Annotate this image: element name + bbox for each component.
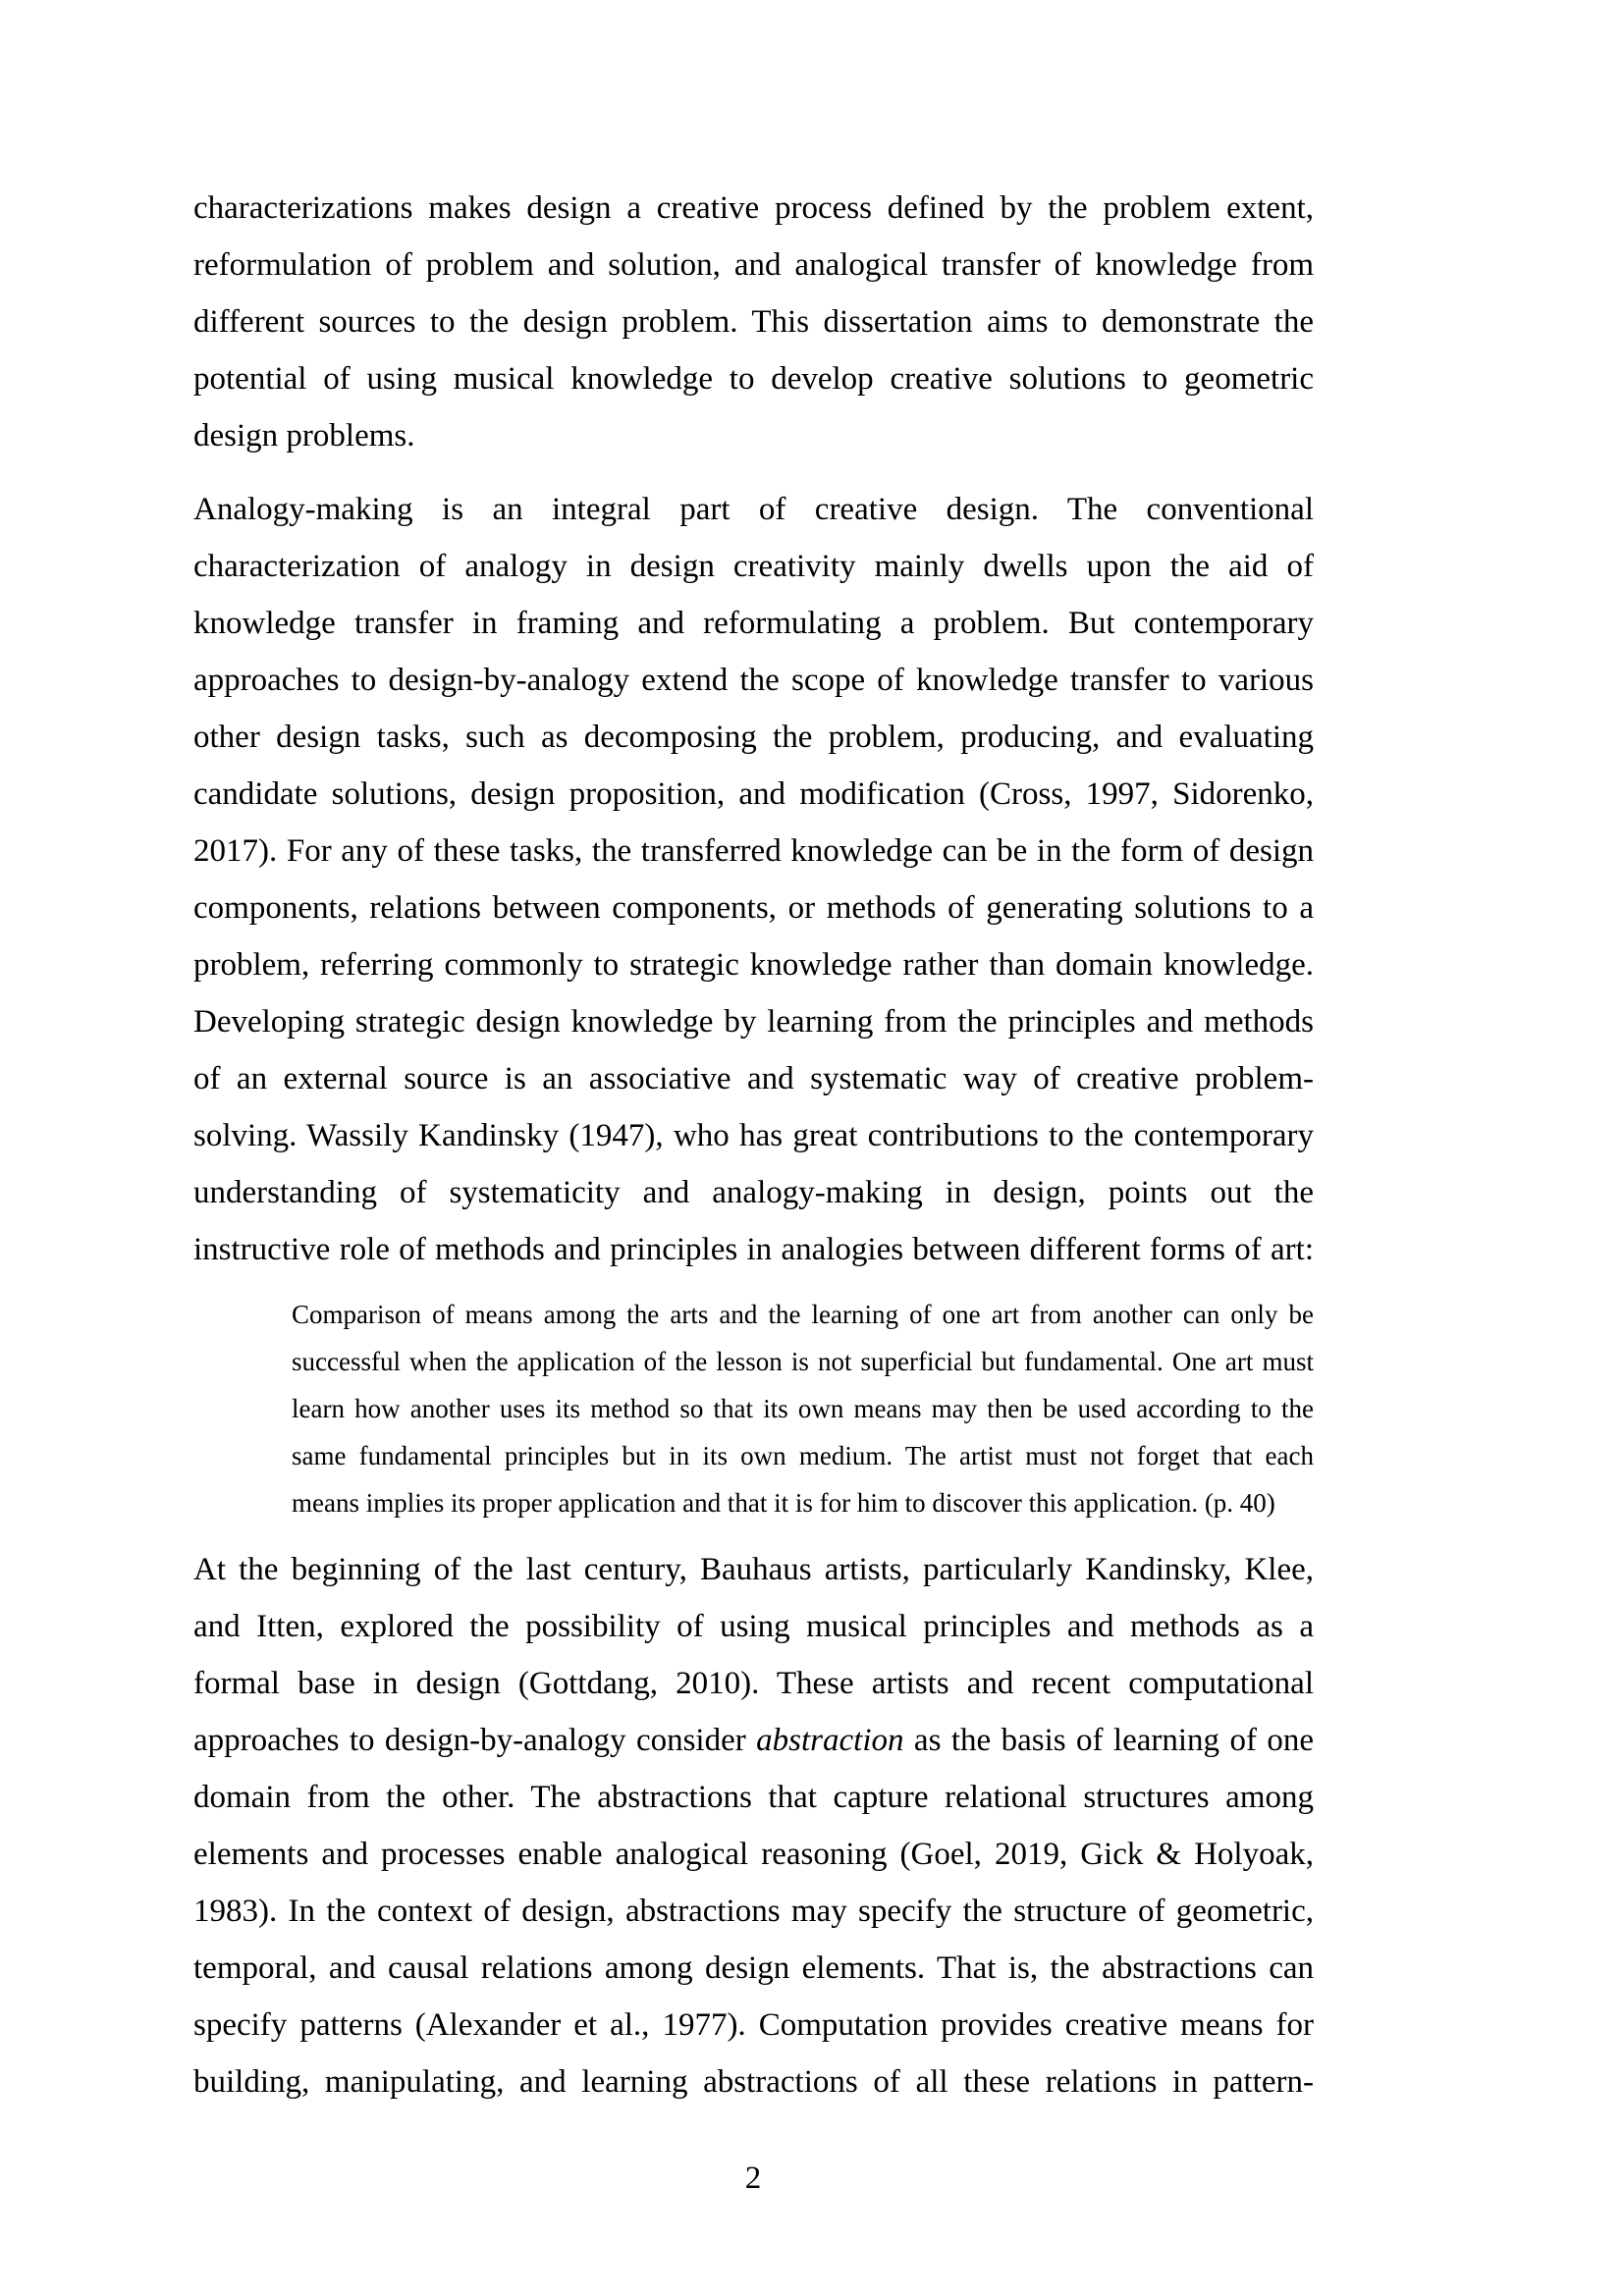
text-segment: approaches to design-by-analogy consider <box>193 1723 757 1758</box>
text-line: knowledge transfer in framing and reformulating a problem. But contemporary <box>193 606 1314 641</box>
text-line: components, relations between components, or methods of generating solutions to a <box>193 890 1314 926</box>
text-line: approaches to design-by-analogy extend the scope of knowledge transfer to various <box>193 663 1314 698</box>
text-line: building, manipulating, and learning abstractions of all these relations in pattern- <box>193 2064 1314 2100</box>
text-line: candidate solutions, design proposition, and modification (Cross, 1997, Sidorenko, <box>193 776 1314 812</box>
text-line: Developing strategic design knowledge by learning from the principles and methods <box>193 1004 1314 1040</box>
text-line: instructive role of methods and principles in analogies between different forms of art: <box>193 1232 1314 1267</box>
text-line: potential of using musical knowledge to develop creative solutions to geometric <box>193 361 1314 397</box>
text-line: of an external source is an associative and systematic way of creative problem- <box>193 1061 1314 1096</box>
quote-line: same fundamental principles but in its own medium. The artist must not forget that each <box>292 1441 1314 1470</box>
text-line: Analogy-making is an integral part of creative design. The conventional <box>193 492 1314 527</box>
text-line: design problems. <box>193 418 415 454</box>
italic-term: abstraction <box>756 1723 904 1758</box>
text-line: 1983). In the context of design, abstractions may specify the structure of geometric, <box>193 1894 1314 1929</box>
text-line: 2017). For any of these tasks, the transferred knowledge can be in the form of design <box>193 833 1314 869</box>
text-line: other design tasks, such as decomposing the problem, producing, and evaluating <box>193 720 1314 755</box>
quote-line: Comparison of means among the arts and the learning of one art from another can only be <box>292 1300 1314 1329</box>
page-number: 2 <box>744 2161 762 2196</box>
text-line: understanding of systematicity and analogy-making in design, points out the <box>193 1175 1314 1210</box>
text-line: characterizations makes design a creative process defined by the problem extent, <box>193 190 1314 226</box>
text-line: domain from the other. The abstractions that capture relational structures among <box>193 1780 1314 1815</box>
text-line: temporal, and causal relations among design elements. That is, the abstractions can <box>193 1950 1314 1986</box>
text-line <box>193 1723 1314 1759</box>
text-line: characterization of analogy in design creativity mainly dwells upon the aid of <box>193 549 1314 584</box>
text-line: and Itten, explored the possibility of using musical principles and methods as a <box>193 1609 1314 1644</box>
text-line: different sources to the design problem. This dissertation aims to demonstrate the <box>193 304 1314 340</box>
text-line: elements and processes enable analogical reasoning (Goel, 2019, Gick & Holyoak, <box>193 1837 1314 1872</box>
quote-line: learn how another uses its method so that its own means may then be used according to the <box>292 1394 1314 1423</box>
text-segment: as the basis of learning of one <box>903 1723 1314 1758</box>
quote-line: successful when the application of the lesson is not superficial but fundamental. One art must <box>292 1347 1314 1376</box>
text-line: At the beginning of the last century, Bauhaus artists, particularly Kandinsky, Klee, <box>193 1552 1314 1587</box>
text-line: solving. Wassily Kandinsky (1947), who has great contributions to the contemporary <box>193 1118 1314 1153</box>
text-line: formal base in design (Gottdang, 2010). These artists and recent computational <box>193 1666 1314 1701</box>
text-line: reformulation of problem and solution, and analogical transfer of knowledge from <box>193 247 1314 283</box>
text-line: specify patterns (Alexander et al., 1977). Computation provides creative means for <box>193 2007 1314 2043</box>
text-line: problem, referring commonly to strategic knowledge rather than domain knowledge. <box>193 947 1314 983</box>
quote-line: means implies its proper application and that it is for him to discover this application. (p. 40) <box>292 1488 1275 1518</box>
